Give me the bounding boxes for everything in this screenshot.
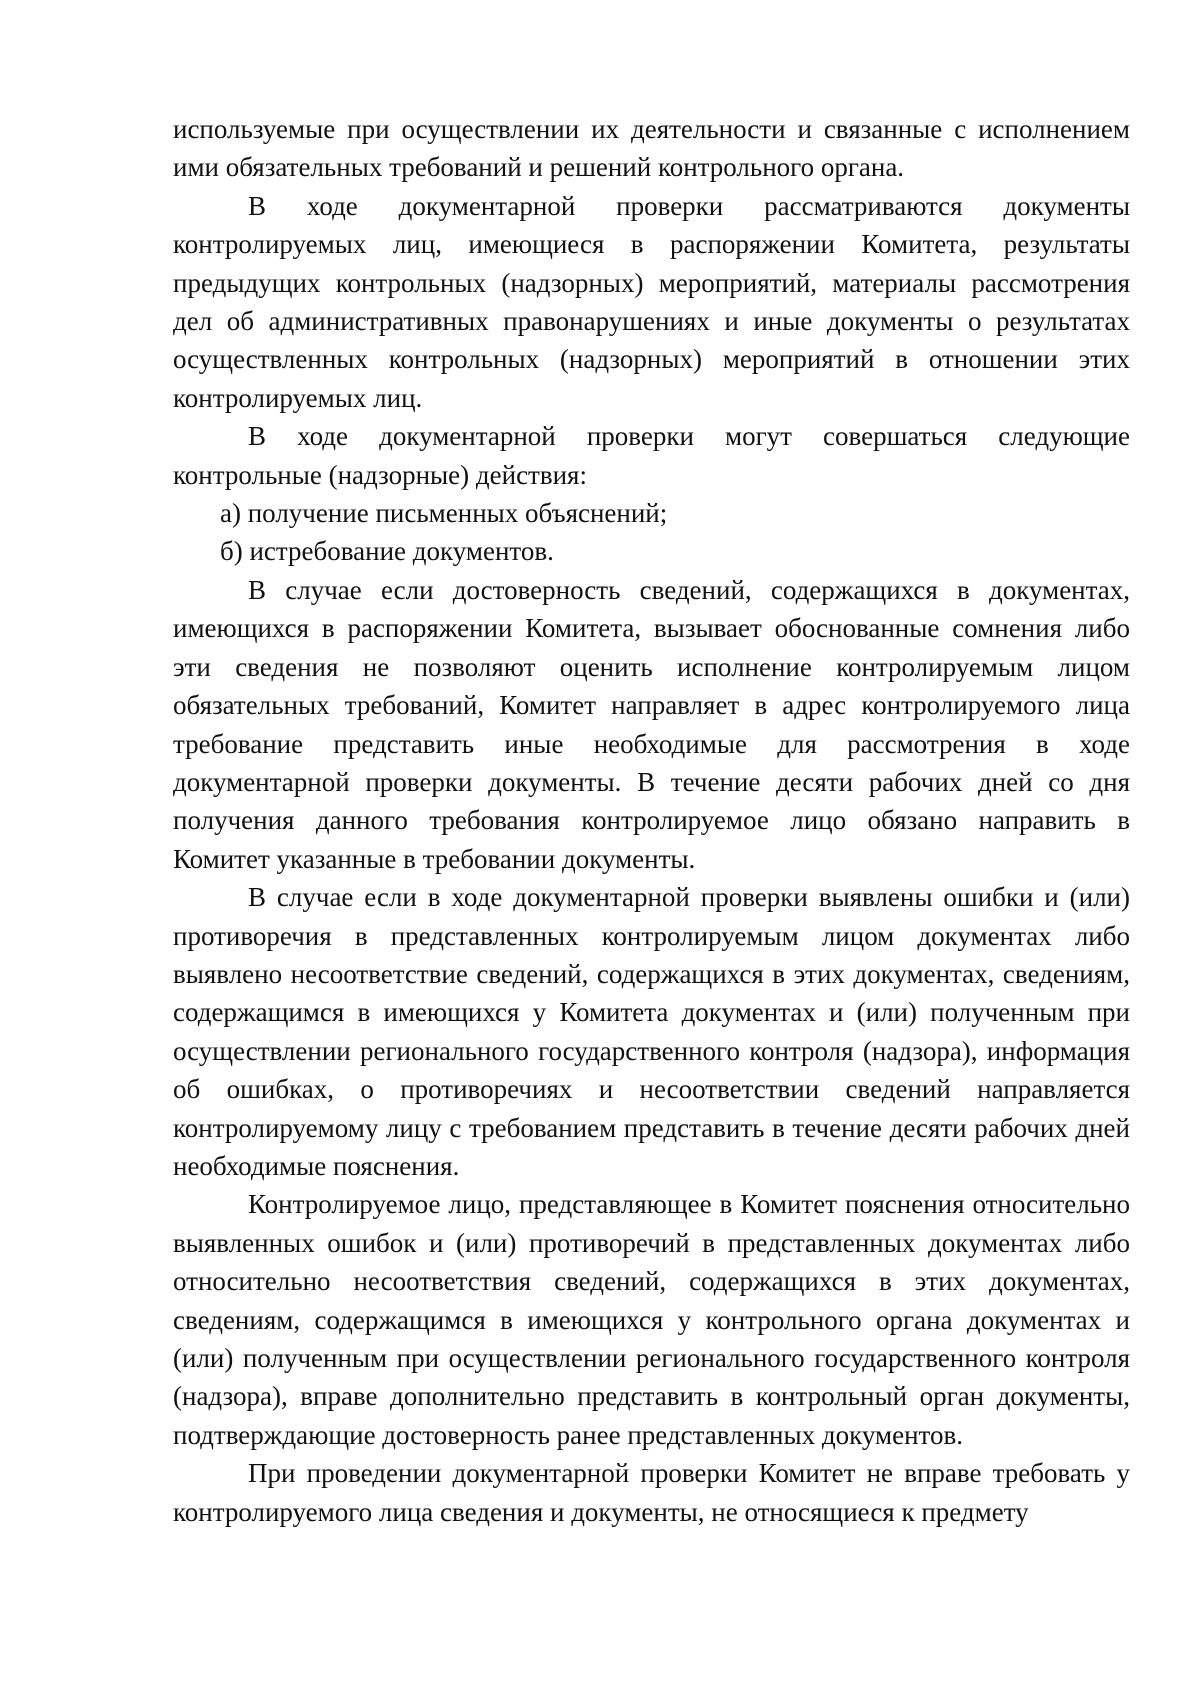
paragraph-documents-reviewed: В ходе документарной проверки рассматриваются документы контролируемых лиц, имеющиеся в распоряжении Комитета, результаты предыдущих контрольных (надзорных) мероприятий, материалы рассмотрения дел об административных правонарушениях и иные документы о результатах осуществленных контрольных (надзорных) мероприятий в отношении этих контролируемых лиц. (173, 190, 1130, 413)
list-item-explanations: а) получение письменных объяснений; (220, 498, 668, 529)
paragraph-errors-found: В случае если в ходе документарной проверки выявлены ошибки и (или) противоречия в представленных контролируемым лицом документах либо выявлено несоответствие сведений, содержащихся в этих документах, сведениям, содержащимся в имеющихся у Комитета документах и (или) полученным при осуществлении регионального государственного контроля (надзора), информация об ошибках, о противоречиях и несоответствии сведений направляется контролируемому лицу с требованием представить в течение десяти рабочих дней необходимые пояснения. (173, 882, 1130, 1181)
paragraph-continuation: используемые при осуществлении их деятельности и связанные с исполнением ими обязательных требований и решений контрольного органа. (173, 114, 1130, 183)
list-item-documents: б) истребование документов. (220, 536, 554, 567)
paragraph-restrictions: При проведении документарной проверки Комитет не вправе требовать у контролируемого лица сведения и документы, не относящиеся к предмету (173, 1458, 1130, 1527)
paragraph-control-actions: В ходе документарной проверки могут совершаться следующие контрольные (надзорные) действия: (173, 421, 1130, 490)
paragraph-doubtful-information: В случае если достоверность сведений, содержащихся в документах, имеющихся в распоряжении Комитета, вызывает обоснованные сомнения либо эти сведения не позволяют оценить исполнение контролируемым лицом обязательных требований, Комитет направляет в адрес контролируемого лица требование представить иные необходимые для рассмотрения в ходе документарной проверки документы. В течение десяти рабочих дней со дня получения данного требования контролируемое лицо обязано направить в Комитет указанные в требовании документы. (173, 574, 1130, 874)
document-page (173, 110, 1130, 1531)
paragraph-explanations-submission: Контролируемое лицо, представляющее в Комитет пояснения относительно выявленных ошибок и (или) противоречий в представленных документах либо относительно несоответствия сведений, содержащихся в этих документах, сведениям, содержащимся в имеющихся у контрольного органа документах и (или) полученным при осуществлении регионального государственного контроля (надзора), вправе дополнительно представить в контрольный орган документы, подтверждающие достоверность ранее представленных документов. (173, 1189, 1130, 1450)
